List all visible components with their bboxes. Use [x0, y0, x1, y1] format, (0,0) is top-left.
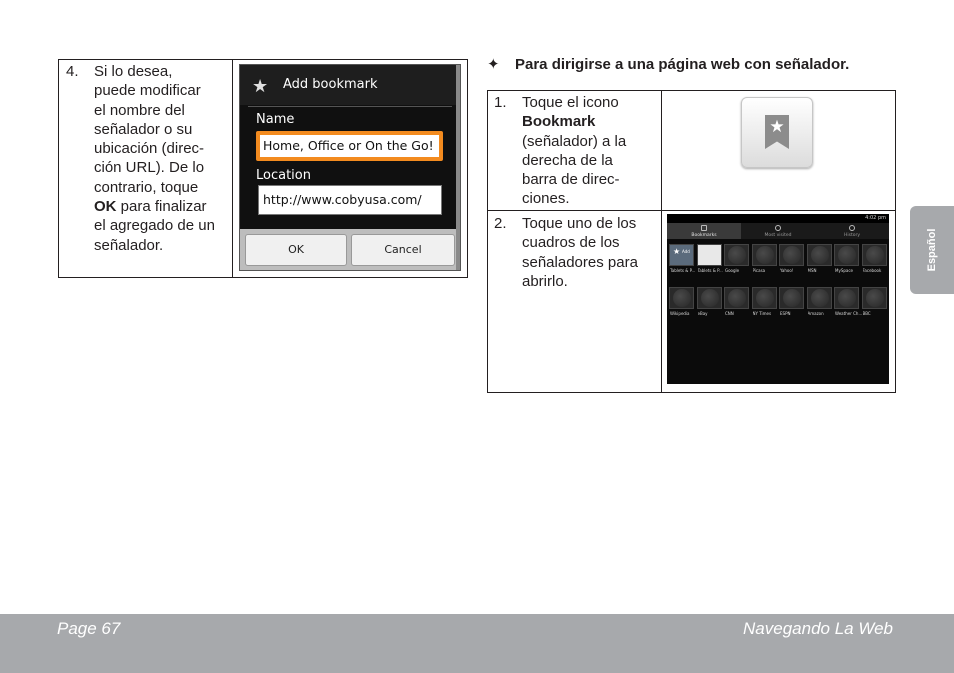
- bookmark-label: MSN: [807, 268, 817, 273]
- bookmark-label: MySpace: [835, 268, 854, 273]
- name-field[interactable]: [256, 131, 443, 161]
- globe-icon: [728, 246, 746, 264]
- bookmark-label: Amazon: [807, 311, 824, 316]
- globe-icon: [783, 289, 801, 307]
- text-line: ción URL). De lo: [94, 159, 205, 177]
- globe-icon: [728, 289, 746, 307]
- globe-icon: [866, 289, 884, 307]
- status-bar: [667, 214, 889, 223]
- page-footer: [0, 614, 954, 673]
- text-line: OK para finalizar: [94, 198, 207, 216]
- bookmark-thumbnail[interactable]: [779, 287, 804, 309]
- step-4-number: 4.: [66, 63, 79, 80]
- globe-icon: [673, 289, 691, 307]
- dialog-scrollbar: [456, 65, 460, 270]
- text-line: (señalador) a la: [522, 132, 627, 150]
- bookmark-label: BBC: [862, 311, 871, 316]
- steps-table-row-divider: [487, 210, 896, 211]
- name-label: Name: [256, 112, 295, 127]
- text-line: ciones.: [522, 190, 570, 208]
- section-heading: [487, 55, 849, 73]
- text-line: Si lo desea,: [94, 63, 173, 80]
- bookmark-thumbnail[interactable]: [807, 244, 832, 266]
- bookmark-label: CNN: [725, 311, 734, 316]
- bookmark-thumbnail[interactable]: [752, 244, 777, 266]
- steps-table-divider: [661, 90, 662, 393]
- text-line: Toque uno de los: [522, 215, 637, 232]
- bookmark-label: Wikipedia: [670, 311, 690, 316]
- text-line: Toque el icono: [522, 94, 619, 111]
- globe-icon: [866, 246, 884, 264]
- tab-bookmarks[interactable]: Bookmarks: [667, 223, 741, 239]
- star-icon: ★: [252, 76, 269, 96]
- tab-most-visited[interactable]: Most visited: [741, 223, 815, 239]
- globe-icon: [838, 246, 856, 264]
- text-line: señaladores para: [522, 253, 638, 271]
- bookmark-thumbnail[interactable]: [752, 287, 777, 309]
- step-2-number: 2.: [494, 215, 507, 232]
- globe-icon: [811, 246, 829, 264]
- step-2-text: [522, 214, 658, 291]
- text-line: contrario, toque: [94, 178, 199, 196]
- bookmark-label: eBay: [697, 311, 708, 316]
- step-4-divider: [232, 59, 233, 278]
- bookmark-label: Weather Ch...: [835, 311, 862, 316]
- globe-icon: [838, 289, 856, 307]
- bookmark-label: Tablets & P...: [697, 268, 723, 273]
- bookmark-thumbnail[interactable]: [724, 287, 749, 309]
- text-line: Bookmark: [522, 113, 596, 131]
- dialog-title: Add bookmark: [283, 77, 378, 92]
- bookmark-label: Picasa: [752, 268, 766, 273]
- globe-icon: [756, 246, 774, 264]
- dialog-separator: [248, 106, 452, 107]
- text-line: puede modificar: [94, 82, 201, 100]
- bookmarks-screen-screenshot: [667, 214, 889, 384]
- text-line: el nombre del: [94, 101, 185, 119]
- text-line: cuadros de los: [522, 234, 620, 252]
- dialog-button-bar: [240, 229, 460, 271]
- text-line: derecha de la: [522, 151, 613, 169]
- bookmark-thumbnail[interactable]: [669, 287, 694, 309]
- globe-icon: [701, 289, 719, 307]
- bookmark-thumbnail[interactable]: [724, 244, 749, 266]
- dialog-title-bar: [240, 65, 460, 105]
- language-side-tab: [910, 206, 954, 294]
- add-bookmark-icon: ★: [673, 247, 681, 256]
- bookmark-label: NY Times: [752, 311, 772, 316]
- add-bookmark-dialog-screenshot: [239, 64, 461, 271]
- bookmark-thumbnail[interactable]: [669, 244, 694, 266]
- bookmark-thumbnail[interactable]: [779, 244, 804, 266]
- globe-icon: [811, 289, 829, 307]
- step-4-text: [94, 62, 229, 255]
- bullet-icon: ✦: [487, 56, 500, 73]
- globe-icon: [756, 289, 774, 307]
- section-title: Navegando La Web: [743, 619, 893, 638]
- text-line: el agregado de un: [94, 217, 215, 235]
- bookmarks-tabs: [667, 223, 889, 239]
- bookmark-thumbnail[interactable]: [834, 244, 859, 266]
- bookmark-thumbnail[interactable]: [834, 287, 859, 309]
- add-label: Add: [682, 249, 690, 254]
- globe-icon: [783, 246, 801, 264]
- text-line: abrirlo.: [522, 272, 568, 290]
- bookmark-thumbnail[interactable]: [697, 244, 722, 266]
- location-label: Location: [256, 168, 311, 183]
- text-line: señalador o su: [94, 120, 193, 138]
- bookmark-label: Google: [725, 268, 740, 273]
- bookmark-star-icon: ★: [741, 97, 813, 168]
- cancel-button[interactable]: Cancel: [351, 234, 455, 266]
- location-field[interactable]: http://www.cobyusa.com/: [258, 185, 442, 215]
- step-1-number: 1.: [494, 94, 507, 111]
- bookmark-label: Yahoo!: [780, 268, 794, 273]
- name-field-value: Home, Office or On the Go!: [259, 134, 440, 158]
- bookmark-label: Facebook: [862, 268, 882, 273]
- ok-button[interactable]: OK: [245, 234, 347, 266]
- tab-history[interactable]: History: [815, 223, 889, 239]
- language-label: Español: [926, 228, 938, 272]
- text-line: barra de direc-: [522, 171, 620, 189]
- bookmark-label: ESPN: [780, 311, 791, 316]
- step-1-text: [522, 93, 658, 209]
- bookmark-thumbnail[interactable]: [862, 287, 887, 309]
- page-number: Page 67: [57, 619, 121, 638]
- bookmark-thumbnail[interactable]: [862, 244, 887, 266]
- bookmark-thumbnail[interactable]: [697, 287, 722, 309]
- section-heading-text: Para dirigirse a una página web con señalador.: [515, 56, 850, 73]
- bookmark-thumbnail[interactable]: [807, 287, 832, 309]
- status-time: 4:02 pm: [865, 215, 886, 221]
- text-line: señalador.: [94, 236, 164, 254]
- text-line: ubicación (direc-: [94, 140, 205, 158]
- bookmark-label: Tablets & P...: [670, 268, 696, 273]
